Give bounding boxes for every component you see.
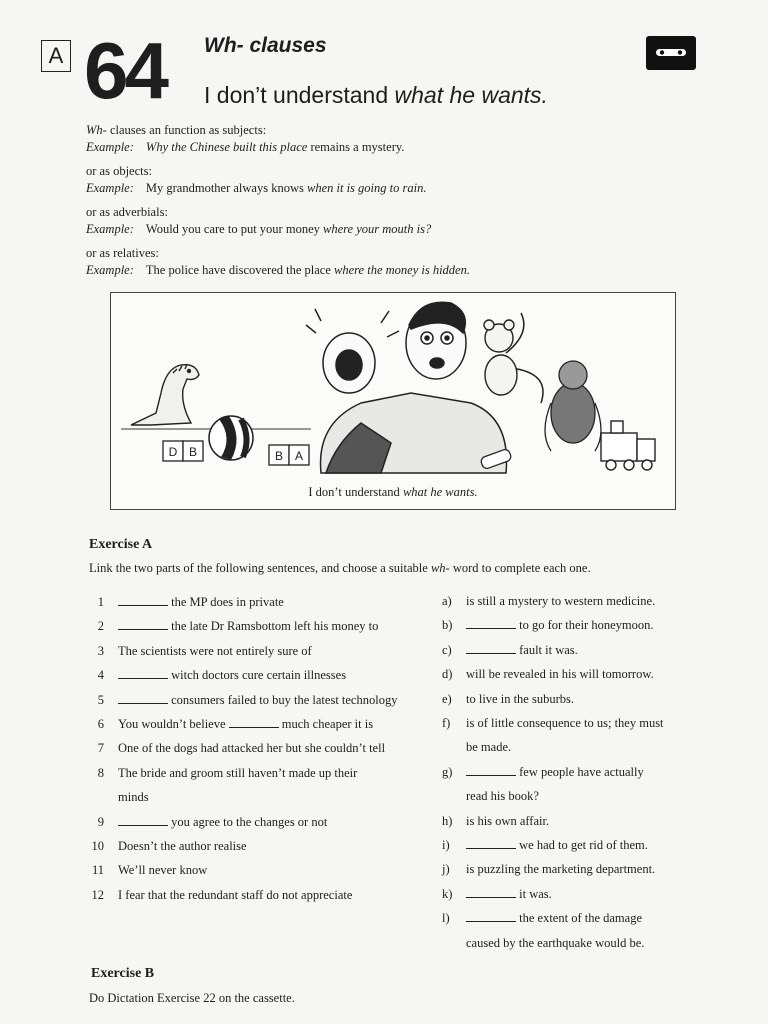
exercise-item-right [442,617,654,633]
teddy-bear-toy [484,320,517,395]
answer-blank[interactable] [118,693,168,704]
item-text [118,692,397,708]
item-text [118,716,373,732]
item-text [118,765,357,781]
answer-blank[interactable] [466,838,516,849]
item-number: 12 [91,887,104,902]
block-letter: D [168,445,178,459]
item-number: l) [442,911,450,926]
answer-blank[interactable] [118,595,168,606]
exercise-a-heading: Exercise A [89,537,153,552]
item-text [118,789,149,805]
item-text-post: to go for their honeymoon. [516,618,654,633]
exercise-item-left [82,643,312,659]
caption-plain: I don’t understand [308,485,403,499]
item-text [118,618,378,634]
item-number: f) [442,716,451,730]
item-text [466,617,653,633]
item-number: e) [442,691,452,706]
item-text-pre: I fear that the redundant staff do not appreciate [118,887,353,902]
intro-lead: Wh- [86,123,107,137]
exercise-item-left [82,862,208,878]
level-badge: A [41,40,71,72]
item-number: 1 [97,595,104,609]
example-label: Example: [86,263,134,277]
item-text [466,886,552,902]
intro-text: or as objects: [86,164,152,178]
item-number: k) [442,886,453,901]
exercise-b-heading: Exercise B [91,966,155,981]
exercise-item-right [442,666,654,682]
item-text [466,739,511,755]
example-text: remains a mystery. [307,140,405,154]
exercise-item-right [442,861,656,877]
item-number: 5 [97,692,104,707]
exercise-item-right [442,715,664,731]
intro-paragraph [86,204,431,238]
exercise-a-instruction [89,561,591,576]
item-text-pre: is of little consequence to us; they must [466,716,664,730]
answer-blank[interactable] [466,643,516,654]
example-text: Why the Chinese built this place [145,140,308,154]
intro-rule-text [86,163,426,180]
exercise-item-left [82,618,379,634]
block-letter: A [294,449,304,463]
item-text [466,788,539,804]
item-text-pre: to live in the suburbs. [466,691,574,706]
item-text [466,837,648,853]
exercise-item-left [82,887,353,903]
answer-blank[interactable] [229,717,279,728]
exercise-item-left [82,667,347,683]
item-number: 4 [97,668,104,683]
instruction-text: word to complete each one. [449,561,591,575]
gorilla-toy [545,361,601,451]
item-number: 8 [97,765,104,780]
illustration-frame [110,292,676,510]
item-text-pre: is puzzling the marketing department. [466,862,656,877]
item-text-pre: One of the dogs had attacked her but she couldn’t tell [118,741,386,756]
item-text-post: the extent of the damage [516,911,642,926]
item-text-pre: caused by the earthquake would be. [466,935,645,950]
item-number: 6 [97,717,104,731]
exercise-item-right [442,935,645,951]
exercise-item-left [82,838,247,854]
block-letter: B [274,449,284,463]
intro-rule-text [86,122,404,139]
example-label: Example: [86,222,134,236]
item-number: 11 [91,863,104,878]
item-text-post: we had to get rid of them. [516,838,648,852]
item-text-pre: Doesn’t the author realise [118,839,247,853]
item-number: c) [442,642,452,657]
unit-subtitle-italic: what he wants. [394,82,548,108]
exercise-item-left [82,594,284,610]
item-text [118,667,346,683]
block-letter: B [188,445,198,459]
item-text-post: it was. [516,886,552,901]
item-number: 10 [91,839,104,853]
answer-blank[interactable] [118,619,168,630]
exercise-item-right [442,837,648,853]
example-text: where the money is hidden. [334,263,470,277]
instruction-emphasis: wh- [430,561,450,575]
answer-blank[interactable] [466,911,516,922]
intro-text: clauses an function as subjects: [106,123,267,137]
exercise-item-right [442,910,642,926]
item-number: j) [442,862,450,877]
item-text-post: witch doctors cure certain illnesses [168,668,347,683]
item-text-pre: minds [118,790,149,805]
item-text-pre: will be revealed in his will tomorrow. [466,667,654,682]
intro-paragraph [86,163,426,197]
example-text: My grandmother always knows [145,181,307,195]
example-label: Example: [86,181,134,195]
example-text: The police have discovered the place [145,263,335,277]
dinosaur-toy [131,364,199,425]
item-number: b) [442,618,453,633]
item-number: 2 [97,619,104,634]
item-text [466,691,574,707]
cartoon-illustration [111,293,675,483]
item-text-pre: The scientists were not entirely sure of [118,643,312,658]
item-number: 3 [97,643,104,658]
intro-rule-text [86,245,470,262]
item-text-pre: is still a mystery to western medicine. [466,594,656,608]
exercise-item-right [442,886,552,902]
answer-blank[interactable] [466,618,516,629]
example-text: Would you care to put your money [145,222,323,236]
unit-number: 64 [84,26,165,115]
item-text-post: few people have actually [516,764,644,779]
example-label: Example: [86,140,134,154]
unit-title: Wh- clauses [204,34,327,57]
item-number: d) [442,667,453,682]
item-text-post: fault it was. [516,642,578,657]
item-text [118,887,352,903]
exercise-item-left [82,740,386,756]
item-number: 7 [97,741,104,756]
intro-example [86,221,431,238]
item-text-pre: read his book? [466,789,539,804]
toy-train [601,421,655,470]
exercise-item-right [442,813,550,829]
exercise-item-right [442,788,539,804]
item-text-pre: The bride and groom still haven’t made up their [118,765,358,780]
item-text [466,935,644,951]
illustration-caption [111,485,675,500]
exercise-item-left [82,765,358,781]
intro-example [86,262,470,279]
intro-text: or as adverbials: [86,205,168,219]
unit-subtitle [204,82,548,109]
exercise-item-left [82,789,149,805]
exercise-item-left [82,692,398,708]
unit-subtitle-plain: I don’t understand [204,82,395,108]
item-text [466,861,655,877]
item-text [118,862,207,878]
intro-example [86,180,426,197]
example-text: where your mouth is? [323,222,432,236]
item-text [466,764,644,780]
item-number: 9 [97,814,104,829]
item-text-post: much cheaper it is [278,717,374,731]
item-text [118,643,312,659]
intro-example [86,139,404,156]
exercise-item-right [442,593,656,609]
item-text-pre: We’ll never know [118,863,208,878]
answer-blank[interactable] [118,815,168,826]
instruction-text: Link the two parts of the following sentences, and choose a suitable [89,561,431,575]
item-text-post: the late Dr Ramsbottom left his money to [168,619,379,634]
exercise-item-right [442,642,578,658]
exercise-item-right [442,739,512,755]
item-text [466,593,655,609]
item-text [118,594,284,610]
item-text-post: the MP does in private [168,595,284,609]
exercise-item-left [82,814,328,830]
intro-paragraph [86,122,404,156]
ball-toy [209,416,253,460]
item-number: a) [442,594,452,608]
item-text [118,838,247,854]
item-number: i) [442,838,450,852]
intro-paragraph [86,245,470,279]
exercise-item-right [442,764,644,780]
answer-blank[interactable] [466,887,516,898]
item-text [466,666,654,682]
item-text [118,740,385,756]
item-text-pre: You wouldn’t believe [118,717,229,731]
caption-italic: what he wants. [402,485,478,499]
intro-rule-text [86,204,431,221]
item-number: h) [442,813,453,828]
intro-text: or as relatives: [86,246,159,260]
exercise-item-left [82,716,374,732]
exercise-b-instruction: Do Dictation Exercise 22 on the cassette. [89,991,295,1005]
item-text [466,642,578,658]
item-text-pre: be made. [466,740,512,755]
item-text [466,813,549,829]
item-text-post: you agree to the changes or not [168,814,328,829]
item-text-pre: is his own affair. [466,813,550,828]
exercise-item-right [442,691,574,707]
item-text [466,715,664,731]
answer-blank[interactable] [118,668,168,679]
item-text [466,910,642,926]
example-text: when it is going to rain. [307,181,427,195]
answer-blank[interactable] [466,765,516,776]
item-text [118,814,327,830]
cassette-icon [646,36,696,70]
item-number: g) [442,764,453,779]
item-text-post: consumers failed to buy the latest technology [168,692,398,707]
